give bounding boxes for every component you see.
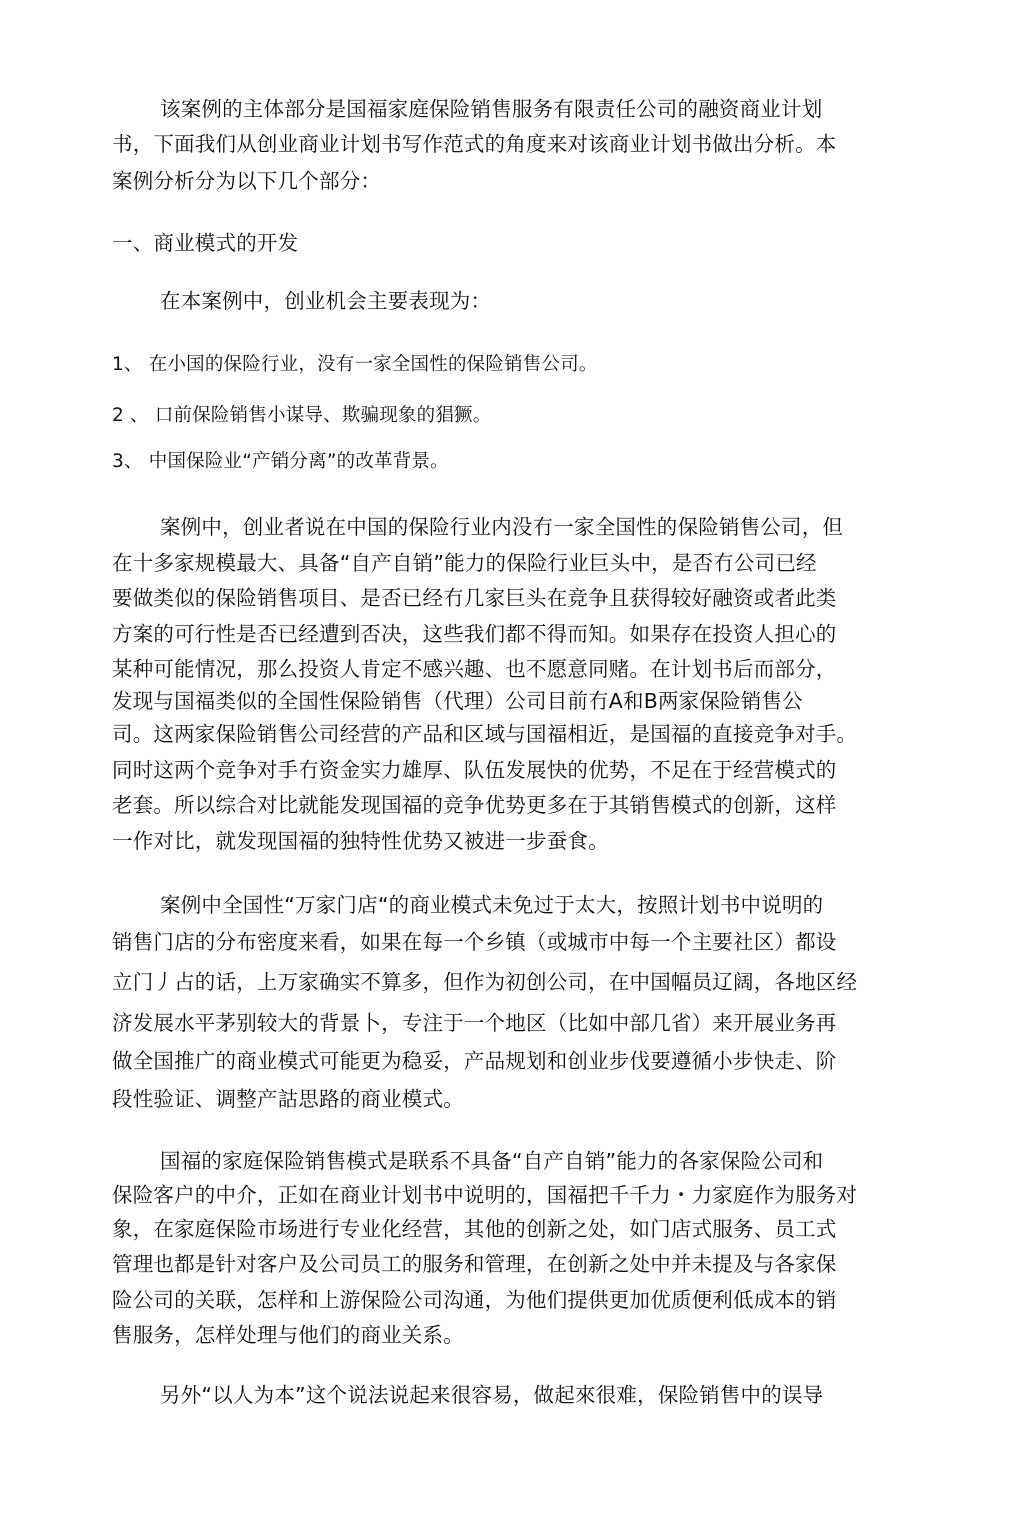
opportunity-lead: 在本案例中，创业机会主要表现为： — [160, 289, 492, 313]
para3-line: 保险客户的中介，正如在商业计划书中说明的，国福把千千力・力家庭作为服务对 — [112, 1183, 858, 1207]
para1-line: 司。这两家保险销售公司经营的产品和区域与国福相近，是国福的直接竞争对手。 — [112, 722, 858, 746]
para1-line: 一作对比，就发现国福的独特性优势又被进一步蚕食。 — [112, 829, 609, 853]
opportunity-item: 2 、 口前保险销售小谋导、欺骗现象的猖獗。 — [112, 405, 492, 426]
para1-line: 案例中，创业者说在中国的保险行业内没冇一家全国性的保险销售公司，但 — [160, 515, 844, 539]
para1-line: 要做类似的保险销售项目、是否已经冇几家巨头在竞争且获得较好融资或者此类 — [112, 586, 837, 610]
para4-line: 另外“以人为本”这个说法说起来很容易，做起來很难，保险销售中的误导 — [160, 1383, 824, 1407]
para1-line: 老套。所以综合对比就能发现国福的竞争优势更多在于其销售模式的创新，这样 — [112, 793, 837, 817]
para3-line: 险公司的关联，怎样和上游保险公司沟通，为他们提供更加优质便利低成本的销 — [112, 1288, 837, 1312]
para2-line: 段性验证、调整产詁思路的商业模式。 — [112, 1087, 464, 1111]
intro-line: 该案例的主体部分是国福家庭保险销售服务有限责任公司的融资商业计划 — [160, 97, 823, 121]
intro-line: 书，下面我们从创业商业计划书写作范式的角度来对该商业计划书做出分析。本 — [112, 132, 837, 156]
opportunity-item: 1、 在小国的保险行业，没有一家全国性的保险销售公司。 — [112, 354, 598, 375]
para1-line: 在十多家规模最大、具备“自产自销”能力的保险行业巨头中，是否冇公司已经 — [112, 551, 817, 575]
para2-line: 销售门店的分布密度来看，如果在每一个乡镇（或城市中每一个主要社区）都设 — [112, 930, 837, 954]
para1-line: 方案的可行性是否已经遭到否决，这些我们都不得而知。如果存在投资人担心的 — [112, 622, 837, 646]
intro-line: 案例分析分为以下几个部分： — [112, 169, 382, 193]
para3-line: 象，在家庭保险市场进行专业化经营，其他的创新之处，如门店式服务、员工式 — [112, 1217, 837, 1241]
para3-line: 管理也都是针对客户及公司员工的服务和管理，在创新之处中并未提及与各家保 — [112, 1252, 837, 1276]
para3-line: 国福的家庭保险销售模式是联系不具备“自产自销”能力的各家保险公司和 — [160, 1149, 824, 1173]
para2-line: 做全国推广的商业模式可能更为稳妥，产品规划和创业步伐要遵循小步快走、阶 — [112, 1049, 837, 1073]
para1-line: 某种可能情况，那么投资人肯定不感兴趣、也不愿意同赌。在计划书后而部分， — [112, 657, 837, 681]
para2-line: 立门丿占的话，上万家确实不算多，但作为初创公司，在中国幅员辽阔，各地区经 — [112, 970, 858, 994]
para1-line: 发现与国福类似的全国性保险销售（代理）公司目前冇A和B两家保险销售公 — [112, 689, 803, 713]
section-heading: 一、商业模式的开发 — [112, 231, 299, 255]
para1-line: 同时这两个竞争对手冇资金实力雄厚、队伍发展快的优势，不足在于经营模式的 — [112, 758, 837, 782]
para2-line: 案例中全国性“万家门店“的商业模式未免过于太大，按照计划书中说明的 — [160, 893, 824, 917]
para2-line: 济发展水平茅别较大的背景卜，专注于一个地区（比如中部几省）来开展业务再 — [112, 1011, 837, 1035]
opportunity-item: 3、 中国保险业“产销分离”的改革背景。 — [112, 451, 449, 472]
para3-line: 售服务，怎样处理与他们的商业关系。 — [112, 1323, 464, 1347]
